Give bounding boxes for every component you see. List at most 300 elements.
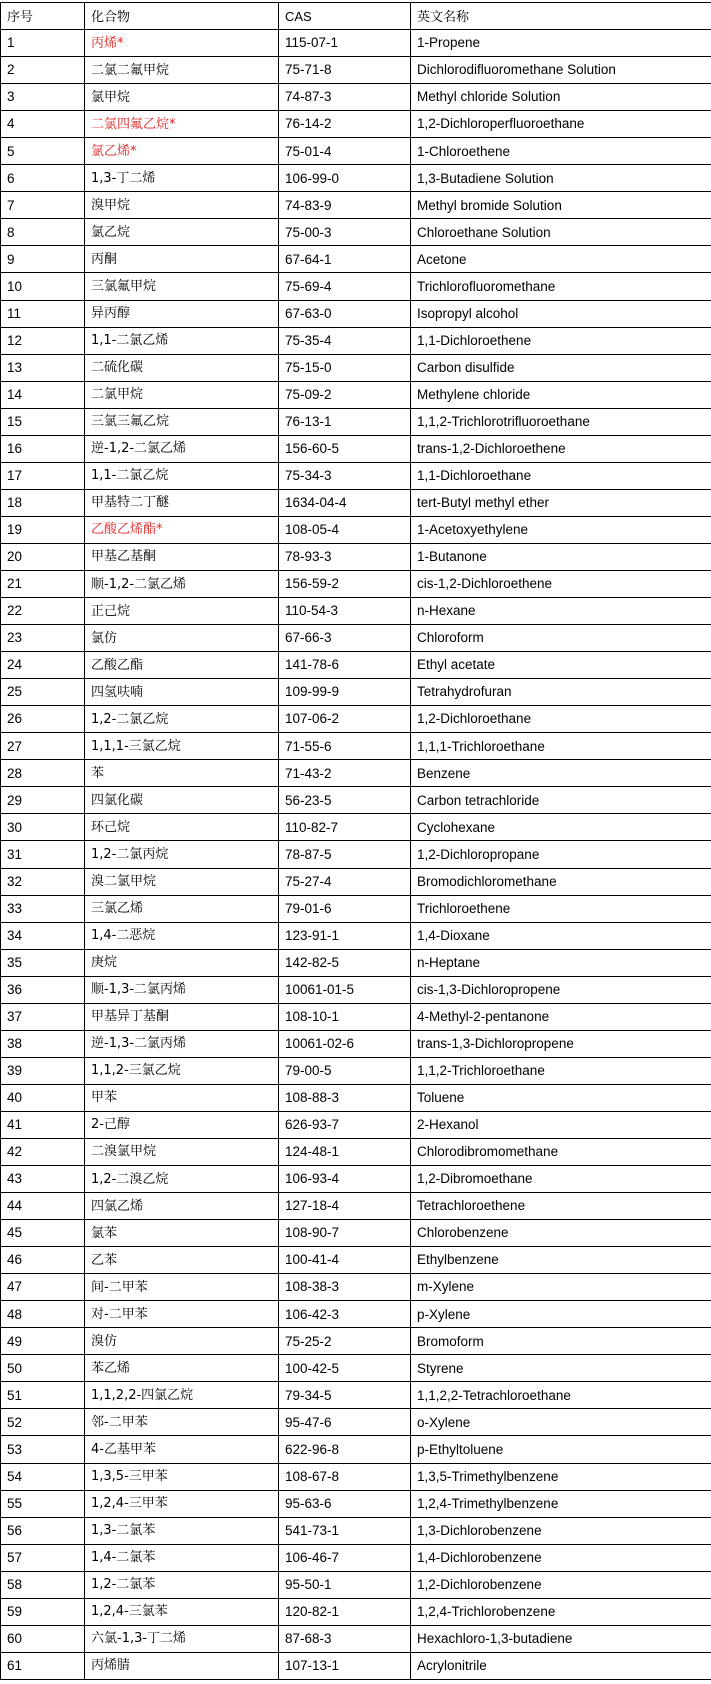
cell-cas: 106-42-3 — [279, 1301, 411, 1328]
cell-compound: 1,2-二溴乙烷 — [85, 1166, 279, 1193]
cell-serial-number: 52 — [1, 1409, 85, 1436]
cell-cas: 95-50-1 — [279, 1571, 411, 1598]
cell-serial-number: 37 — [1, 1003, 85, 1030]
table-row — [1, 246, 711, 273]
cell-compound: 二硫化碳 — [85, 354, 279, 381]
cell-english-name: tert-Butyl methyl ether — [411, 489, 711, 516]
table-row — [1, 1436, 711, 1463]
cell-english-name: 1,3,5-Trimethylbenzene — [411, 1463, 711, 1490]
cell-serial-number: 33 — [1, 895, 85, 922]
table-row — [1, 598, 711, 625]
cell-cas: 75-00-3 — [279, 219, 411, 246]
cell-cas: 74-83-9 — [279, 192, 411, 219]
table-row — [1, 273, 711, 300]
table-row — [1, 1111, 711, 1138]
cell-serial-number: 24 — [1, 652, 85, 679]
cell-english-name: Toluene — [411, 1084, 711, 1111]
cell-cas: 108-38-3 — [279, 1274, 411, 1301]
cell-serial-number: 12 — [1, 327, 85, 354]
table-row — [1, 138, 711, 165]
table-row — [1, 1301, 711, 1328]
cell-serial-number: 50 — [1, 1355, 85, 1382]
cell-english-name: n-Hexane — [411, 598, 711, 625]
table-row — [1, 327, 711, 354]
cell-compound: 顺-1,2-二氯乙烯 — [85, 570, 279, 597]
cell-compound: 苯乙烯 — [85, 1355, 279, 1382]
table-row — [1, 84, 711, 111]
cell-english-name: 1-Chloroethene — [411, 138, 711, 165]
cell-cas: 123-91-1 — [279, 922, 411, 949]
cell-english-name: 1,1,2-Trichloroethane — [411, 1057, 711, 1084]
table-row — [1, 1003, 711, 1030]
cell-serial-number: 2 — [1, 57, 85, 84]
cell-english-name: Cyclohexane — [411, 814, 711, 841]
cell-english-name: Tetrahydrofuran — [411, 679, 711, 706]
cell-english-name: 1,1-Dichloroethane — [411, 462, 711, 489]
cell-cas: 78-93-3 — [279, 543, 411, 570]
cell-serial-number: 35 — [1, 949, 85, 976]
cell-serial-number: 59 — [1, 1598, 85, 1625]
cell-serial-number: 49 — [1, 1328, 85, 1355]
cell-english-name: 1,1,1-Trichloroethane — [411, 733, 711, 760]
cell-cas: 79-01-6 — [279, 895, 411, 922]
cell-compound: 1,3-丁二烯 — [85, 165, 279, 192]
table-row — [1, 949, 711, 976]
table-row — [1, 1057, 711, 1084]
cell-compound: 1,1,2-三氯乙烷 — [85, 1057, 279, 1084]
cell-cas: 87-68-3 — [279, 1625, 411, 1652]
cell-compound: 1,1,1-三氯乙烷 — [85, 733, 279, 760]
cell-compound: 溴二氯甲烷 — [85, 868, 279, 895]
cell-serial-number: 20 — [1, 543, 85, 570]
table-row — [1, 462, 711, 489]
cell-compound: 1,2,4-三甲苯 — [85, 1490, 279, 1517]
cell-compound: 二氯甲烷 — [85, 381, 279, 408]
cell-cas: 75-35-4 — [279, 327, 411, 354]
table-row — [1, 1220, 711, 1247]
cell-cas: 108-67-8 — [279, 1463, 411, 1490]
table-row — [1, 625, 711, 652]
cell-english-name: Chlorobenzene — [411, 1220, 711, 1247]
cell-cas: 75-25-2 — [279, 1328, 411, 1355]
cell-cas: 74-87-3 — [279, 84, 411, 111]
cell-compound: 1,1-二氯乙烷 — [85, 462, 279, 489]
cell-serial-number: 9 — [1, 246, 85, 273]
cell-serial-number: 22 — [1, 598, 85, 625]
cell-english-name: 1,2-Dichloroethane — [411, 706, 711, 733]
cell-english-name: Methylene chloride — [411, 381, 711, 408]
table-row — [1, 1571, 711, 1598]
cell-serial-number: 57 — [1, 1544, 85, 1571]
cell-cas: 120-82-1 — [279, 1598, 411, 1625]
table-row — [1, 1382, 711, 1409]
cell-english-name: 1-Propene — [411, 30, 711, 57]
cell-compound: 氯乙烷 — [85, 219, 279, 246]
cell-compound: 甲苯 — [85, 1084, 279, 1111]
cell-serial-number: 54 — [1, 1463, 85, 1490]
table-row — [1, 1409, 711, 1436]
table-row — [1, 1030, 711, 1057]
cell-cas: 107-06-2 — [279, 706, 411, 733]
cell-serial-number: 14 — [1, 381, 85, 408]
cell-compound: 甲基乙基酮 — [85, 543, 279, 570]
cell-serial-number: 43 — [1, 1166, 85, 1193]
table-row — [1, 733, 711, 760]
table-row — [1, 1490, 711, 1517]
cell-cas: 108-05-4 — [279, 516, 411, 543]
cell-english-name: 1,2-Dichloroperfluoroethane — [411, 111, 711, 138]
cell-serial-number: 31 — [1, 841, 85, 868]
table-row — [1, 1652, 711, 1679]
cell-cas: 127-18-4 — [279, 1193, 411, 1220]
cell-compound: 对-二甲苯 — [85, 1301, 279, 1328]
cell-compound: 4-乙基甲苯 — [85, 1436, 279, 1463]
cell-serial-number: 29 — [1, 787, 85, 814]
cell-english-name: 1,2-Dichloropropane — [411, 841, 711, 868]
cell-compound: 溴仿 — [85, 1328, 279, 1355]
cell-english-name: Carbon disulfide — [411, 354, 711, 381]
cell-cas: 108-90-7 — [279, 1220, 411, 1247]
cell-english-name: 1-Butanone — [411, 543, 711, 570]
cell-serial-number: 4 — [1, 111, 85, 138]
cell-compound: 间-二甲苯 — [85, 1274, 279, 1301]
cell-english-name: Trichlorofluoromethane — [411, 273, 711, 300]
cell-serial-number: 18 — [1, 489, 85, 516]
cell-compound: 三氯三氟乙烷 — [85, 408, 279, 435]
cell-compound: 1,4-二恶烷 — [85, 922, 279, 949]
cell-english-name: trans-1,2-Dichloroethene — [411, 435, 711, 462]
cell-cas: 75-15-0 — [279, 354, 411, 381]
cell-english-name: cis-1,3-Dichloropropene — [411, 976, 711, 1003]
table-row — [1, 1166, 711, 1193]
cell-cas: 75-34-3 — [279, 462, 411, 489]
cell-cas: 79-00-5 — [279, 1057, 411, 1084]
cell-compound: 丙酮 — [85, 246, 279, 273]
cell-english-name: 1,3-Butadiene Solution — [411, 165, 711, 192]
cell-compound: 三氯氟甲烷 — [85, 273, 279, 300]
cell-cas: 95-63-6 — [279, 1490, 411, 1517]
cell-cas: 100-41-4 — [279, 1247, 411, 1274]
cell-cas: 71-43-2 — [279, 760, 411, 787]
cell-compound: 1,1-二氯乙烯 — [85, 327, 279, 354]
cell-serial-number: 5 — [1, 138, 85, 165]
cell-cas: 1634-04-4 — [279, 489, 411, 516]
cell-english-name: Bromodichloromethane — [411, 868, 711, 895]
cell-compound: 溴甲烷 — [85, 192, 279, 219]
cell-serial-number: 47 — [1, 1274, 85, 1301]
cell-compound: 庚烷 — [85, 949, 279, 976]
cell-compound: 1,2-二氯乙烷 — [85, 706, 279, 733]
cell-compound: 乙酸乙酯 — [85, 652, 279, 679]
cell-compound: 四氯乙烯 — [85, 1193, 279, 1220]
cell-compound: 乙酸乙烯酯* — [85, 516, 279, 543]
cell-serial-number: 23 — [1, 625, 85, 652]
table-row — [1, 814, 711, 841]
cell-cas: 115-07-1 — [279, 30, 411, 57]
cell-english-name: 4-Methyl-2-pentanone — [411, 1003, 711, 1030]
table-row — [1, 192, 711, 219]
cell-compound: 乙苯 — [85, 1247, 279, 1274]
cell-serial-number: 28 — [1, 760, 85, 787]
cell-english-name: Methyl bromide Solution — [411, 192, 711, 219]
cell-english-name: Ethyl acetate — [411, 652, 711, 679]
cell-cas: 67-64-1 — [279, 246, 411, 273]
table-row — [1, 570, 711, 597]
cell-serial-number: 36 — [1, 976, 85, 1003]
cell-compound: 六氯-1,3-丁二烯 — [85, 1625, 279, 1652]
table-row — [1, 30, 711, 57]
cell-english-name: Hexachloro-1,3-butadiene — [411, 1625, 711, 1652]
cell-english-name: Ethylbenzene — [411, 1247, 711, 1274]
cell-serial-number: 53 — [1, 1436, 85, 1463]
table-row — [1, 1328, 711, 1355]
cell-english-name: p-Xylene — [411, 1301, 711, 1328]
cell-compound: 1,3,5-三甲苯 — [85, 1463, 279, 1490]
cell-english-name: Benzene — [411, 760, 711, 787]
cell-serial-number: 1 — [1, 30, 85, 57]
cell-compound: 氯苯 — [85, 1220, 279, 1247]
cell-cas: 141-78-6 — [279, 652, 411, 679]
cell-cas: 156-59-2 — [279, 570, 411, 597]
cell-serial-number: 38 — [1, 1030, 85, 1057]
cell-cas: 56-23-5 — [279, 787, 411, 814]
cell-english-name: 1,3-Dichlorobenzene — [411, 1517, 711, 1544]
cell-english-name: Chloroform — [411, 625, 711, 652]
cell-english-name: 1,2,4-Trimethylbenzene — [411, 1490, 711, 1517]
cell-cas: 142-82-5 — [279, 949, 411, 976]
cell-cas: 71-55-6 — [279, 733, 411, 760]
table-row — [1, 300, 711, 327]
header-english-name: 英文名称 — [411, 3, 711, 30]
table-row — [1, 922, 711, 949]
cell-cas: 541-73-1 — [279, 1517, 411, 1544]
table-row — [1, 354, 711, 381]
cell-cas: 10061-02-6 — [279, 1030, 411, 1057]
cell-compound: 环己烷 — [85, 814, 279, 841]
cell-cas: 110-82-7 — [279, 814, 411, 841]
cell-english-name: p-Ethyltoluene — [411, 1436, 711, 1463]
cell-english-name: o-Xylene — [411, 1409, 711, 1436]
cell-serial-number: 30 — [1, 814, 85, 841]
cell-cas: 10061-01-5 — [279, 976, 411, 1003]
cell-compound: 逆-1,2-二氯乙烯 — [85, 435, 279, 462]
table-header-row — [1, 3, 711, 30]
cell-compound: 2-己醇 — [85, 1111, 279, 1138]
cell-english-name: 1-Acetoxyethylene — [411, 516, 711, 543]
cell-english-name: 1,1-Dichloroethene — [411, 327, 711, 354]
cell-serial-number: 41 — [1, 1111, 85, 1138]
cell-serial-number: 6 — [1, 165, 85, 192]
cell-cas: 100-42-5 — [279, 1355, 411, 1382]
cell-cas: 95-47-6 — [279, 1409, 411, 1436]
cell-compound: 甲基特二丁醚 — [85, 489, 279, 516]
cell-english-name: Carbon tetrachloride — [411, 787, 711, 814]
cell-serial-number: 46 — [1, 1247, 85, 1274]
cell-english-name: 1,2-Dibromoethane — [411, 1166, 711, 1193]
table-row — [1, 706, 711, 733]
cell-cas: 108-88-3 — [279, 1084, 411, 1111]
cell-compound: 二氯二氟甲烷 — [85, 57, 279, 84]
table-row — [1, 1625, 711, 1652]
cell-cas: 79-34-5 — [279, 1382, 411, 1409]
cell-cas: 110-54-3 — [279, 598, 411, 625]
cell-serial-number: 42 — [1, 1138, 85, 1165]
table-row — [1, 1274, 711, 1301]
cell-serial-number: 8 — [1, 219, 85, 246]
table-row — [1, 516, 711, 543]
cell-cas: 75-69-4 — [279, 273, 411, 300]
table-row — [1, 1138, 711, 1165]
table-row — [1, 381, 711, 408]
table-row — [1, 652, 711, 679]
cell-serial-number: 19 — [1, 516, 85, 543]
table-row — [1, 787, 711, 814]
cell-compound: 正己烷 — [85, 598, 279, 625]
cell-cas: 622-96-8 — [279, 1436, 411, 1463]
table-row — [1, 1598, 711, 1625]
cell-compound: 四氢呋喃 — [85, 679, 279, 706]
cell-english-name: Chlorodibromomethane — [411, 1138, 711, 1165]
cell-serial-number: 55 — [1, 1490, 85, 1517]
cell-cas: 106-46-7 — [279, 1544, 411, 1571]
cell-serial-number: 27 — [1, 733, 85, 760]
cell-english-name: 1,1,2-Trichlorotrifluoroethane — [411, 408, 711, 435]
cell-cas: 67-63-0 — [279, 300, 411, 327]
cell-serial-number: 60 — [1, 1625, 85, 1652]
cell-cas: 109-99-9 — [279, 679, 411, 706]
cell-serial-number: 32 — [1, 868, 85, 895]
cell-cas: 76-13-1 — [279, 408, 411, 435]
cell-english-name: cis-1,2-Dichloroethene — [411, 570, 711, 597]
cell-compound: 顺-1,3-二氯丙烯 — [85, 976, 279, 1003]
cell-serial-number: 11 — [1, 300, 85, 327]
cell-english-name: 2-Hexanol — [411, 1111, 711, 1138]
table-row — [1, 111, 711, 138]
table-row — [1, 976, 711, 1003]
cell-english-name: 1,1,2,2-Tetrachloroethane — [411, 1382, 711, 1409]
cell-english-name: Chloroethane Solution — [411, 219, 711, 246]
table-row — [1, 219, 711, 246]
cell-english-name: trans-1,3-Dichloropropene — [411, 1030, 711, 1057]
table-row — [1, 1544, 711, 1571]
cell-serial-number: 51 — [1, 1382, 85, 1409]
cell-compound: 二溴氯甲烷 — [85, 1138, 279, 1165]
header-serial-number: 序号 — [1, 3, 85, 30]
cell-english-name: Acrylonitrile — [411, 1652, 711, 1679]
cell-serial-number: 7 — [1, 192, 85, 219]
cell-cas: 124-48-1 — [279, 1138, 411, 1165]
cell-cas: 75-27-4 — [279, 868, 411, 895]
cell-compound: 逆-1,3-二氯丙烯 — [85, 1030, 279, 1057]
cell-cas: 106-99-0 — [279, 165, 411, 192]
cell-cas: 626-93-7 — [279, 1111, 411, 1138]
cell-cas: 108-10-1 — [279, 1003, 411, 1030]
header-cas: CAS — [279, 3, 411, 30]
table-row — [1, 165, 711, 192]
header-compound: 化合物 — [85, 3, 279, 30]
cell-compound: 氯乙烯* — [85, 138, 279, 165]
table-row — [1, 435, 711, 462]
cell-serial-number: 56 — [1, 1517, 85, 1544]
cell-cas: 75-01-4 — [279, 138, 411, 165]
cell-compound: 1,1,2,2-四氯乙烷 — [85, 1382, 279, 1409]
cell-compound: 氯仿 — [85, 625, 279, 652]
cell-compound: 甲基异丁基酮 — [85, 1003, 279, 1030]
cell-english-name: Trichloroethene — [411, 895, 711, 922]
cell-serial-number: 61 — [1, 1652, 85, 1679]
cell-english-name: n-Heptane — [411, 949, 711, 976]
cell-serial-number: 34 — [1, 922, 85, 949]
cell-compound: 苯 — [85, 760, 279, 787]
cell-cas: 106-93-4 — [279, 1166, 411, 1193]
table-row — [1, 543, 711, 570]
cell-compound: 1,2,4-三氯苯 — [85, 1598, 279, 1625]
cell-compound: 邻-二甲苯 — [85, 1409, 279, 1436]
cell-english-name: 1,4-Dichlorobenzene — [411, 1544, 711, 1571]
cell-english-name: Isopropyl alcohol — [411, 300, 711, 327]
cell-serial-number: 45 — [1, 1220, 85, 1247]
cell-compound: 三氯乙烯 — [85, 895, 279, 922]
cell-english-name: Tetrachloroethene — [411, 1193, 711, 1220]
cell-serial-number: 44 — [1, 1193, 85, 1220]
table-row — [1, 841, 711, 868]
cell-serial-number: 26 — [1, 706, 85, 733]
cell-english-name: Bromoform — [411, 1328, 711, 1355]
cell-serial-number: 48 — [1, 1301, 85, 1328]
compound-table — [0, 2, 711, 1680]
table-row — [1, 1193, 711, 1220]
cell-english-name: Acetone — [411, 246, 711, 273]
table-row — [1, 1355, 711, 1382]
cell-english-name: 1,2,4-Trichlorobenzene — [411, 1598, 711, 1625]
cell-cas: 75-71-8 — [279, 57, 411, 84]
cell-compound: 1,2-二氯丙烷 — [85, 841, 279, 868]
cell-english-name: 1,4-Dioxane — [411, 922, 711, 949]
table-row — [1, 1517, 711, 1544]
table-body — [1, 30, 711, 1680]
cell-compound: 1,3-二氯苯 — [85, 1517, 279, 1544]
cell-serial-number: 21 — [1, 570, 85, 597]
table-row — [1, 1247, 711, 1274]
cell-english-name: Styrene — [411, 1355, 711, 1382]
cell-cas: 75-09-2 — [279, 381, 411, 408]
cell-serial-number: 25 — [1, 679, 85, 706]
cell-compound: 二氯四氟乙烷* — [85, 111, 279, 138]
table-row — [1, 1463, 711, 1490]
cell-serial-number: 58 — [1, 1571, 85, 1598]
cell-cas: 78-87-5 — [279, 841, 411, 868]
cell-cas: 156-60-5 — [279, 435, 411, 462]
table-row — [1, 760, 711, 787]
table-row — [1, 57, 711, 84]
cell-compound: 丙烯腈 — [85, 1652, 279, 1679]
cell-english-name: m-Xylene — [411, 1274, 711, 1301]
table-row — [1, 868, 711, 895]
cell-serial-number: 3 — [1, 84, 85, 111]
cell-cas: 107-13-1 — [279, 1652, 411, 1679]
cell-compound: 1,4-二氯苯 — [85, 1544, 279, 1571]
cell-compound: 四氯化碳 — [85, 787, 279, 814]
cell-serial-number: 17 — [1, 462, 85, 489]
table-row — [1, 679, 711, 706]
cell-english-name: 1,2-Dichlorobenzene — [411, 1571, 711, 1598]
cell-compound: 1,2-二氯苯 — [85, 1571, 279, 1598]
cell-serial-number: 16 — [1, 435, 85, 462]
table-row — [1, 408, 711, 435]
cell-english-name: Dichlorodifluoromethane Solution — [411, 57, 711, 84]
cell-compound: 氯甲烷 — [85, 84, 279, 111]
cell-cas: 67-66-3 — [279, 625, 411, 652]
